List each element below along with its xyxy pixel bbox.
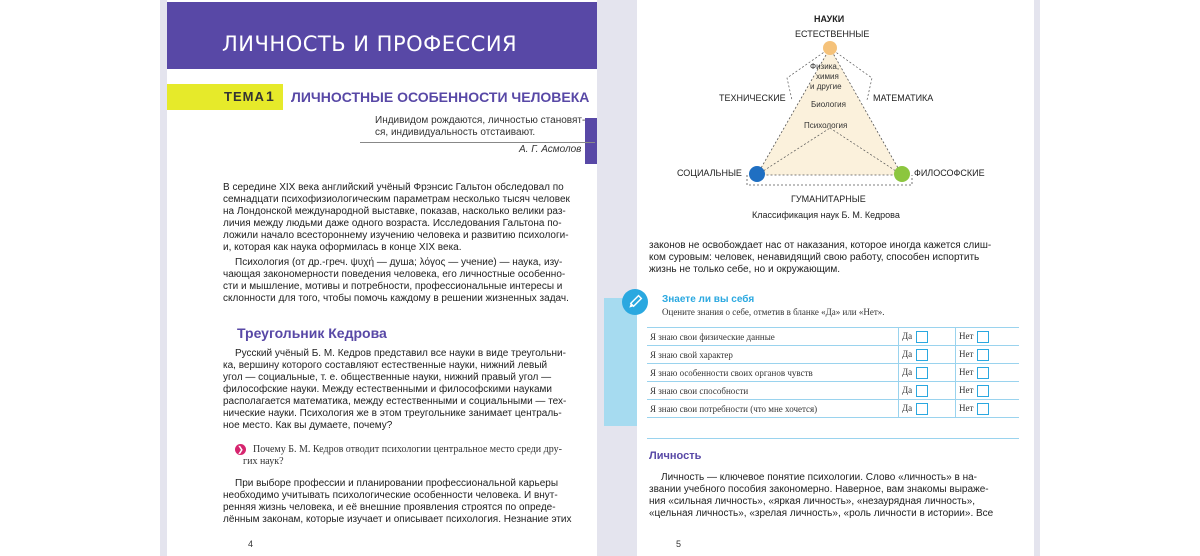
personality-line-1: Личность — ключевое понятие психологии. Слово «личность» в на- [661, 472, 977, 483]
personality-line-2: звании учебного пособия закономерно. Наверное, вам знакомы выраже- [649, 484, 989, 495]
table-row [647, 382, 1019, 400]
kedrov-line-4: философские науки. Между естественными и философскими науками [223, 384, 552, 395]
table-cell-yes [899, 382, 956, 400]
natural-node [823, 41, 837, 55]
no-label: Нет [958, 366, 974, 377]
self-assessment-table [647, 327, 1019, 418]
yes-label: Да [902, 402, 913, 413]
table-cell-question: Я знаю свои физические данные [647, 328, 899, 346]
kedrov-section-title: Треугольник Кедрова [237, 325, 387, 341]
epigraph-line-1: Индивидом рождаются, личностью становят- [375, 115, 586, 126]
yes-checkbox[interactable] [916, 403, 928, 415]
table-cell-question: Я знаю особенности своих органов чувств [647, 364, 899, 382]
pencil-icon [622, 289, 648, 315]
epigraph-accent [585, 118, 597, 164]
yes-checkbox[interactable] [916, 331, 928, 343]
topic-marker [167, 84, 283, 110]
epigraph-line-2: ся, индивидуальность отстаивают. [375, 127, 536, 138]
yes-checkbox[interactable] [916, 385, 928, 397]
philosophical-label: ФИЛОСОФСКИЕ [914, 168, 985, 178]
diagram-caption: Классификация наук Б. М. Кедрова [752, 210, 900, 220]
topic-title: ЛИЧНОСТНЫЕ ОСОБЕННОСТИ ЧЕЛОВЕКА [291, 89, 590, 105]
table-cell-no [955, 382, 1019, 400]
table-cell-no [955, 346, 1019, 364]
definition-line-4: склонности для того, чтобы помочь каждому в решении жизненных задач. [223, 293, 569, 304]
personality-divider [647, 438, 1019, 439]
no-checkbox[interactable] [977, 367, 989, 379]
no-label: Нет [958, 402, 974, 413]
inner-biology: Биология [811, 100, 846, 109]
question-line-1: Почему Б. М. Кедров отводит психологии центральное место среди дру- [253, 444, 562, 455]
question-line-2: гих наук? [243, 456, 284, 467]
continuation-line-2: ком суровым: человек, ненавидящий свою работу, способен испортить [649, 252, 980, 263]
table-cell-question: Я знаю свои потребности (что мне хочется) [647, 400, 899, 418]
personality-title: Личность [649, 450, 702, 462]
table-row [647, 346, 1019, 364]
table-row [647, 328, 1019, 346]
kedrov-line-3: угол — социальные, т. е. общественные науки, нижний правый угол — [223, 372, 552, 383]
continuation-line-1: законов не освобождает нас от наказания, которое иногда кажется слиш- [649, 240, 992, 251]
question-icon: ❯ [235, 444, 246, 455]
intro-line-2: семнадцати психофизиологическим параметрам несколько тысяч человек [223, 194, 570, 205]
inner-physics: Физика, [810, 62, 840, 71]
right-background [1034, 0, 1040, 556]
inner-chemistry: химия [816, 72, 839, 81]
yes-checkbox[interactable] [916, 367, 928, 379]
table-cell-yes [899, 328, 956, 346]
yes-label: Да [902, 348, 913, 359]
table-cell-no [955, 328, 1019, 346]
natural-label: ЕСТЕСТВЕННЫЕ [795, 29, 870, 39]
table-cell-yes [899, 346, 956, 364]
philosophical-node [894, 166, 910, 182]
no-label: Нет [958, 348, 974, 359]
personality-line-4: «цельная личность», «зрелая личность», «роль личности в истории». Все [649, 508, 994, 519]
topic-label: ТЕМА [224, 89, 265, 104]
no-label: Нет [958, 330, 974, 341]
yes-checkbox[interactable] [916, 349, 928, 361]
kedrov-line-7: ное место. Как вы думаете, почему? [223, 420, 393, 431]
no-checkbox[interactable] [977, 349, 989, 361]
table-cell-question: Я знаю свои способности [647, 382, 899, 400]
definition-line-3: сти и мышление, мотивы и потребности, профессиональные интересы и [223, 281, 563, 292]
page-number-left: 4 [248, 539, 254, 549]
table-cell-no [955, 364, 1019, 382]
inner-psychology: Психология [804, 121, 848, 130]
career-line-1: При выборе профессии и планировании профессиональной карьеры [235, 478, 559, 489]
definition-line-2: чающая закономерности поведения человека, его личностные особенно- [223, 269, 566, 280]
pencil-icon-glyph [622, 289, 648, 315]
intro-line-4: личия между людьми даже одного возраста. Исследования Гальтона по- [223, 218, 562, 229]
social-node [749, 166, 765, 182]
kedrov-line-1: Русский учёный Б. М. Кедров представил все науки в виде треугольни- [235, 348, 566, 359]
topic-number: 1 [266, 88, 274, 104]
no-checkbox[interactable] [977, 403, 989, 415]
intro-line-5: ложили начало всестороннему изучению человека и развитию психологи- [223, 230, 569, 241]
know-yourself-sidebar [604, 298, 637, 426]
intro-line-3: на Лондонской международной выставке, показав, насколько велики раз- [223, 206, 566, 217]
career-line-2: необходимо учитывать психологические особенности человека. И внут- [223, 490, 558, 501]
no-checkbox[interactable] [977, 385, 989, 397]
inner-other: и другие [810, 82, 842, 91]
kedrov-line-6: нические науки. Психология же в этом треугольнике занимает централь- [223, 408, 562, 419]
right-page [637, 0, 1034, 556]
know-yourself-subtitle: Оцените знания о себе, отметив в бланке «Да» или «Нет». [662, 307, 885, 317]
kedrov-line-5: располагается математика, между естественными и социальными — тех- [223, 396, 567, 407]
yes-label: Да [902, 384, 913, 395]
table-cell-no [955, 400, 1019, 418]
intro-line-6: и, которая как наука оформилась в конце XIX века. [223, 242, 462, 253]
table-row [647, 364, 1019, 382]
table-cell-yes [899, 364, 956, 382]
epigraph-divider [360, 142, 595, 143]
yes-label: Да [902, 366, 913, 377]
career-line-3: ренняя жизнь человека, и её внешние проявления строятся по опреде- [223, 502, 556, 513]
left-background [160, 0, 167, 556]
continuation-line-3: жизнь не только себе, но и окружающим. [649, 264, 841, 275]
epigraph-author: А. Г. Асмолов [519, 144, 582, 155]
table-cell-question: Я знаю свой характер [647, 346, 899, 364]
table-row [647, 400, 1019, 418]
humanitarian-label: ГУМАНИТАРНЫЕ [791, 194, 866, 204]
yes-label: Да [902, 330, 913, 341]
technical-label: ТЕХНИЧЕСКИЕ [719, 93, 786, 103]
no-checkbox[interactable] [977, 331, 989, 343]
table-cell-yes [899, 400, 956, 418]
chapter-banner [167, 2, 597, 69]
know-yourself-title: Знаете ли вы себя [662, 294, 755, 305]
kedrov-line-2: ка, вершину которого составляют естественные науки, нижний левый [223, 360, 548, 371]
definition-line-1: Психология (от др.-греч. ψυχή — душа; λόγος — учение) — наука, изу- [235, 257, 563, 268]
career-line-4: лённым законам, которые изучает и описывает психология. Незнание этих [223, 514, 572, 525]
chapter-title: ЛИЧНОСТЬ И ПРОФЕССИЯ [222, 32, 518, 56]
humanitarian-bracket [747, 175, 912, 185]
intro-line-1: В середине XIX века английский учёный Фрэнсис Гальтон обследовал по [223, 182, 564, 193]
math-label: МАТЕМАТИКА [873, 93, 934, 103]
social-label: СОЦИАЛЬНЫЕ [677, 168, 742, 178]
sciences-label: НАУКИ [814, 14, 845, 24]
center-gutter [597, 0, 637, 556]
no-label: Нет [958, 384, 974, 395]
left-page [167, 0, 597, 556]
personality-line-3: ния «сильная личность», «яркая личность», «незаурядная личность», [649, 496, 976, 507]
page-number-right: 5 [676, 539, 682, 549]
